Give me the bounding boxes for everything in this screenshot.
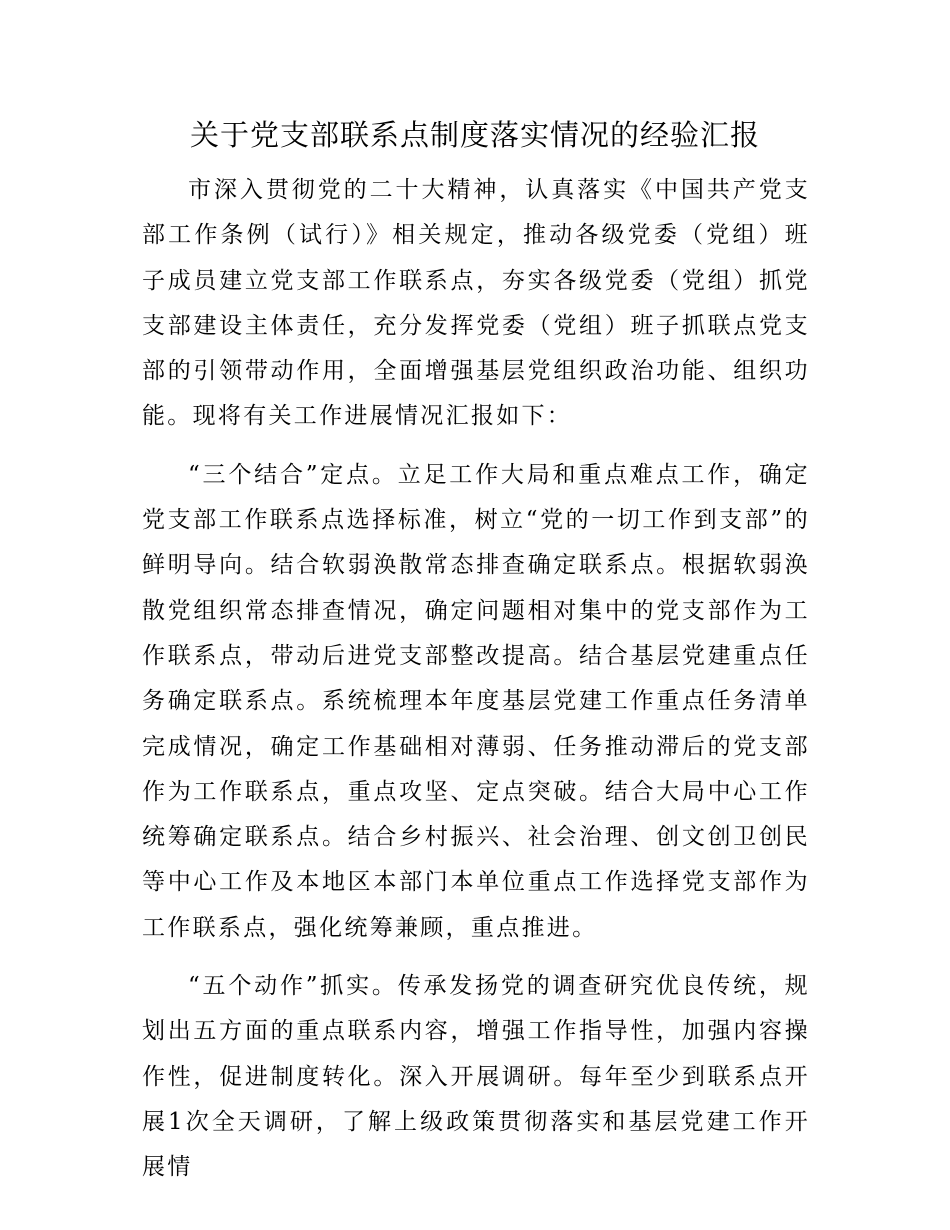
document-title: 关于党支部联系点制度落实情况的经验汇报 — [189, 118, 760, 152]
paragraph-intro: 市深入贯彻党的二十大精神，认真落实《中国共产党支部工作条例（试行）》相关规定，推动各级党委（党组）班子成员建立党支部工作联系点，夯实各级党委（党组）抓党支部建设主体责任，充分发挥党委（党组）班子抓联点党支部的引领带动作用，全面增强基层党组织政治功能、组织功能。现将有关工作进展情况汇报如下： — [142, 177, 810, 430]
document-body — [142, 168, 810, 1204]
paragraph-five-actions: “五个动作”抓实。传承发扬党的调查研究优良传统，规划出五方面的重点联系内容，增强工作指导性，加强内容操作性，促进制度转化。深入开展调研。每年至少到联系点开展1次全天调研，了解上级政策贯彻落实和基层党建工作开展情 — [142, 973, 810, 1181]
paragraph-three-combinations: “三个结合”定点。立足工作大局和重点难点工作，确定党支部工作联系点选择标准，树立“党的一切工作到支部”的鲜明导向。结合软弱涣散常态排查确定联系点。根据软弱涣散党组织常态排查情况，确定问题相对集中的党支部作为工作联系点，带动后进党支部整改提高。结合基层党建重点任务确定联系点。系统梳理本年度基层党建工作重点任务清单完成情况，确定工作基础相对薄弱、任务推动滞后的党支部作为工作联系点，重点攻坚、定点突破。结合大局中心工作统筹确定联系点。结合乡村振兴、社会治理、创文创卫创民等中心工作及本地区本部门本单位重点工作选择党支部作为工作联系点，强化统筹兼顾，重点推进。 — [142, 461, 810, 941]
